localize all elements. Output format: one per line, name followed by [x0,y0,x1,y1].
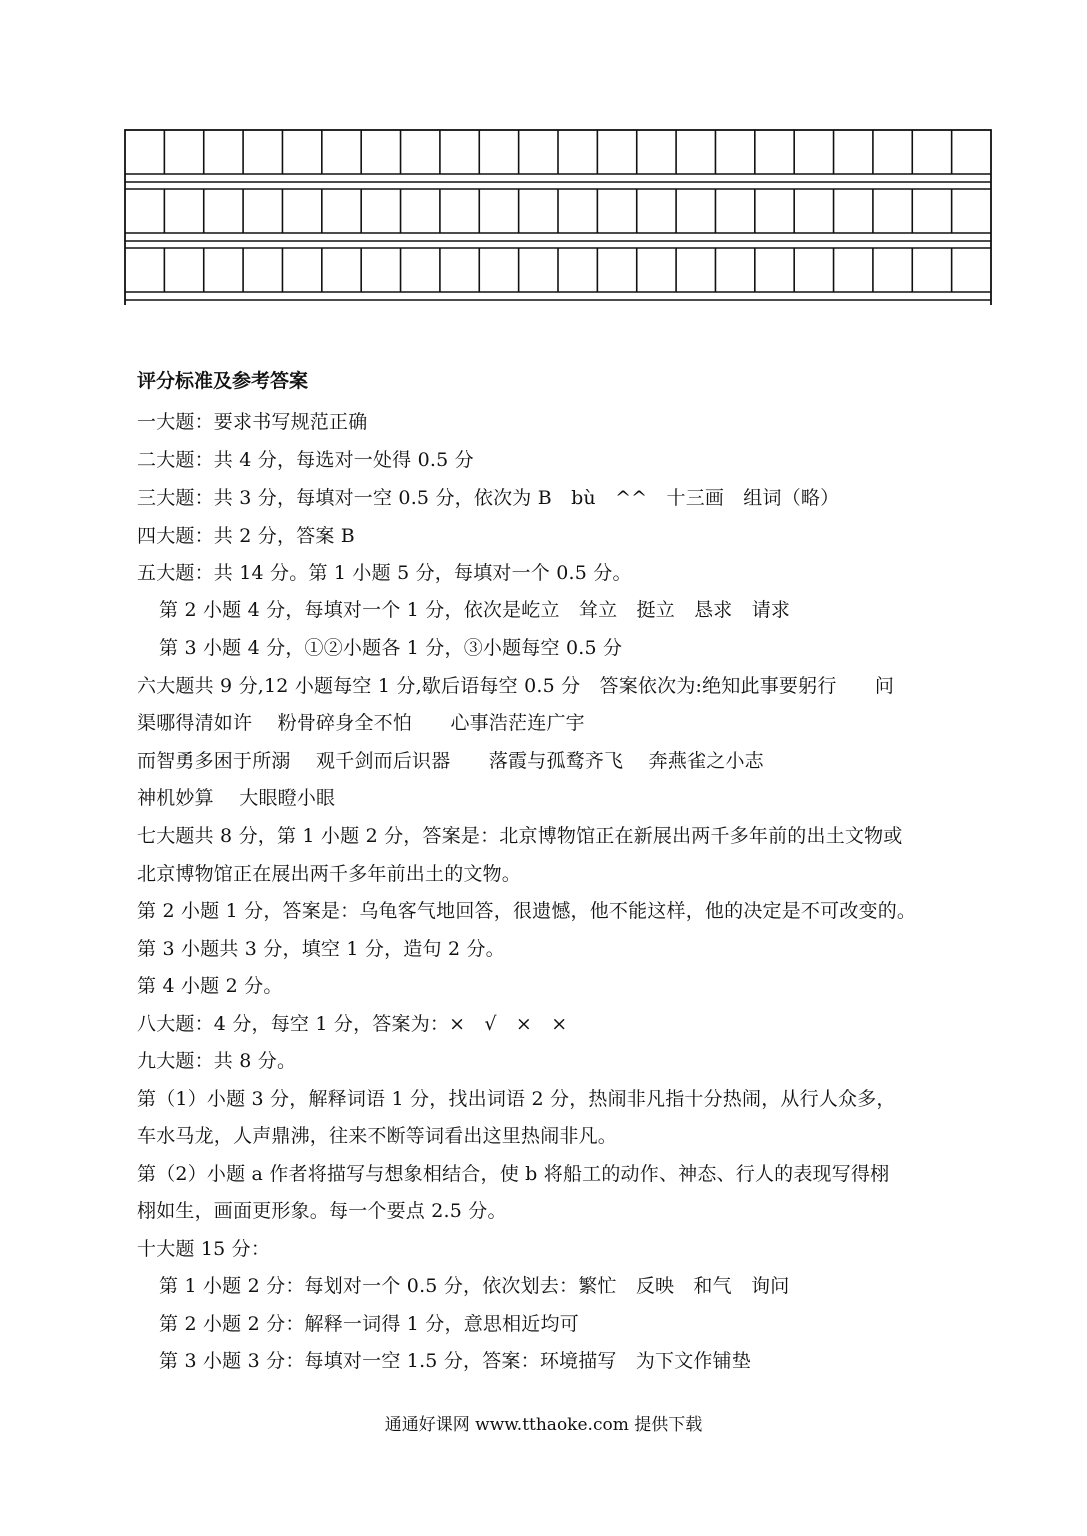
answer-line: 第 2 小题 1 分，答案是：乌龟客气地回答，很遗憾，他不能这样，他的决定是不可改变的。 [137,900,917,922]
answer-line: 第 3 小题 4 分，①②小题各 1 分，③小题每空 0.5 分 [159,637,623,659]
answer-line: 第 2 小题 2 分：解释一词得 1 分，意思相近均可 [159,1313,579,1335]
answer-line: 栩如生，画面更形象。每一个要点 2.5 分。 [137,1200,507,1222]
answer-line: 第 2 小题 4 分，每填对一个 1 分，依次是屹立 耸立 挺立 恳求 请求 [159,599,791,621]
answer-line: 十大题 15 分： [137,1238,271,1260]
answer-line: 第 3 小题共 3 分，填空 1 分，造句 2 分。 [137,938,505,960]
answer-line: 第 3 小题 3 分：每填对一空 1.5 分，答案：环境描写 为下文作铺垫 [159,1350,752,1372]
answer-key-heading: 评分标准及参考答案 [137,370,309,392]
answer-line: 一大题：要求书写规范正确 [137,411,368,433]
answer-line: 第 4 小题 2 分。 [137,975,283,997]
writing-grid [124,129,992,305]
answer-line: 第 1 小题 2 分：每划对一个 0.5 分，依次划去：繁忙 反映 和气 询问 [159,1275,790,1297]
page-footer: 通通好课网 www.tthaoke.com 提供下载 [384,1415,703,1435]
answer-line: 神机妙算 大眼瞪小眼 [137,787,336,809]
answer-line: 四大题：共 2 分，答案 B [137,525,355,547]
answer-line: 五大题：共 14 分。第 1 小题 5 分，每填对一个 0.5 分。 [137,562,632,584]
answer-line: 车水马龙，人声鼎沸，往来不断等词看出这里热闹非凡。 [137,1125,618,1147]
answer-line: 六大题共 9 分,12 小题每空 1 分,歇后语每空 0.5 分 答案依次为:绝知此事要躬行 问 [137,675,895,697]
answer-line: 渠哪得清如许 粉骨碎身全不怕 心事浩茫连广宇 [137,712,585,734]
answer-line: 二大题：共 4 分，每选对一处得 0.5 分 [137,449,474,471]
answer-line: 北京博物馆正在展出两千多年前出土的文物。 [137,863,522,885]
answer-line: 第（1）小题 3 分，解释词语 1 分，找出词语 2 分，热闹非凡指十分热闹，从行人众多， [137,1088,896,1110]
answer-line: 八大题：4 分，每空 1 分，答案为：× √ × × [137,1013,568,1035]
answer-line: 而智勇多困于所溺 观千剑而后识器 落霞与孤鹜齐飞 奔燕雀之小志 [137,750,764,772]
answer-line: 第（2）小题 a 作者将描写与想象相结合，使 b 将船工的动作、神态、行人的表现写得栩 [137,1163,890,1185]
answer-line: 三大题：共 3 分，每填对一空 0.5 分，依次为 B bù ^^ 十三画 组词（略） [137,487,840,509]
answer-line: 九大题：共 8 分。 [137,1050,297,1072]
answer-line: 七大题共 8 分，第 1 小题 2 分，答案是：北京博物馆正在新展出两千多年前的出土文物或 [137,825,903,847]
